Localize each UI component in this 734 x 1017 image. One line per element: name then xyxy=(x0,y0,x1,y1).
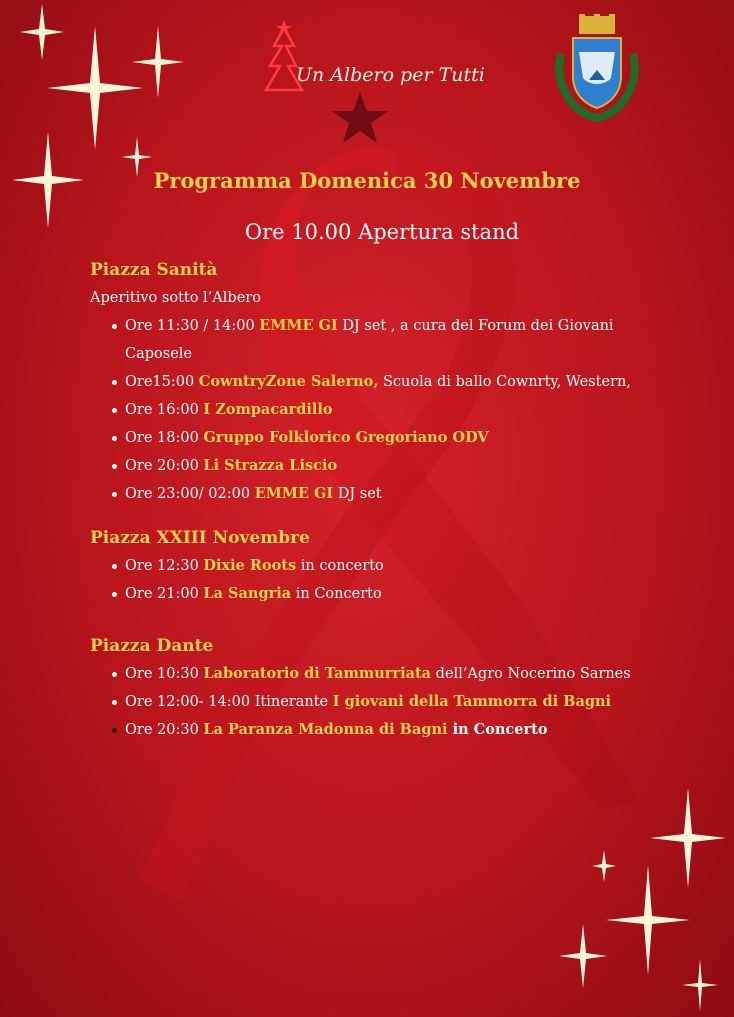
star-icon xyxy=(330,90,390,146)
event-time: Ore 16:00 xyxy=(125,402,204,418)
section-title: Piazza Sanità xyxy=(90,260,218,280)
event-rest: Scuola di ballo Cownrty, Western, xyxy=(378,374,631,390)
bullet-icon xyxy=(112,564,117,569)
bullet-icon xyxy=(112,408,117,413)
event-rest: DJ set xyxy=(333,486,382,502)
bullet-icon xyxy=(112,592,117,597)
event-highlight: Laboratorio di Tammurriata xyxy=(203,665,432,682)
sparkle-icon xyxy=(47,26,143,150)
list-item xyxy=(90,580,670,608)
event-highlight: La Paranza Madonna di Bagni xyxy=(203,721,448,738)
list-item xyxy=(90,716,670,744)
event-time: Ore 20:00 xyxy=(125,458,204,474)
event-time: Ore 12:30 xyxy=(125,558,204,574)
list-item xyxy=(90,552,670,580)
event-list xyxy=(90,312,670,508)
section-piazza-xxiii-novembre xyxy=(90,524,670,608)
list-item xyxy=(90,424,670,452)
sparkle-icon xyxy=(606,865,690,975)
christmas-tree-icon xyxy=(262,20,306,102)
bullet-icon xyxy=(112,672,117,677)
section-title: Piazza XXIII Novembre xyxy=(90,528,310,548)
event-highlight: I Zompacardillo xyxy=(203,401,333,418)
event-time: Ore 11:30 / 14:00 xyxy=(125,318,260,334)
sparkle-icon xyxy=(650,788,726,888)
sparkle-icon xyxy=(559,924,607,988)
event-highlight: Gruppo Folklorico Gregoriano ODV xyxy=(203,429,489,446)
list-item xyxy=(90,688,670,716)
list-item xyxy=(90,368,670,396)
event-time: Ore 10:30 xyxy=(125,666,204,682)
event-highlight: I giovani della Tammorra di Bagni xyxy=(332,693,612,710)
section-piazza-dante xyxy=(90,632,670,744)
event-rest: in concerto xyxy=(296,558,384,574)
bullet-icon xyxy=(112,380,117,385)
event-highlight: CowntryZone Salerno, xyxy=(198,373,379,390)
event-list xyxy=(90,660,670,744)
event-highlight: EMME GI xyxy=(259,317,338,334)
event-highlight: Dixie Roots xyxy=(203,557,297,574)
section-intro: Aperitivo sotto l’Albero xyxy=(90,290,261,306)
list-item xyxy=(90,312,670,368)
bullet-icon xyxy=(112,324,117,329)
sparkle-icon xyxy=(592,850,616,882)
event-time: Ore15:00 xyxy=(125,374,199,390)
page-title: Programma Domenica 30 Novembre xyxy=(153,168,581,193)
opening-time: Ore 10.00 Apertura stand xyxy=(244,220,520,244)
event-list xyxy=(90,552,670,608)
bullet-icon xyxy=(112,700,117,705)
logo xyxy=(262,20,485,100)
event-rest: dell’Agro Nocerino Sarnes xyxy=(431,666,631,682)
program-content xyxy=(90,256,670,744)
event-time: Ore 12:00- 14:00 Itinerante xyxy=(125,694,333,710)
section-piazza-sanita xyxy=(90,256,670,508)
sparkle-icon xyxy=(682,959,718,1011)
event-time: Ore 21:00 xyxy=(125,586,204,602)
municipal-crest-icon xyxy=(553,14,641,122)
list-item xyxy=(90,452,670,480)
event-highlight: Li Strazza Liscio xyxy=(203,457,338,474)
bullet-icon xyxy=(112,464,117,469)
bullet-icon xyxy=(112,728,117,733)
event-rest: in Concerto xyxy=(291,586,382,602)
bullet-icon xyxy=(112,492,117,497)
bullet-icon xyxy=(112,436,117,441)
event-highlight: La Sangria xyxy=(203,585,292,602)
event-time: Ore 20:30 xyxy=(125,722,204,738)
event-rest: in Concerto xyxy=(447,721,548,738)
event-highlight: EMME GI xyxy=(254,485,334,502)
list-item xyxy=(90,480,670,508)
logo-text: Un Albero per Tutti xyxy=(296,64,485,86)
sparkle-icon xyxy=(132,26,184,98)
sparkle-icon xyxy=(20,4,64,60)
list-item xyxy=(90,660,670,688)
list-item xyxy=(90,396,670,424)
section-title: Piazza Dante xyxy=(90,636,214,656)
event-time: Ore 18:00 xyxy=(125,430,204,446)
event-time: Ore 23:00/ 02:00 xyxy=(125,486,255,502)
event-rest: DJ set , a cura del Forum dei Giovani Caposele xyxy=(125,318,614,362)
